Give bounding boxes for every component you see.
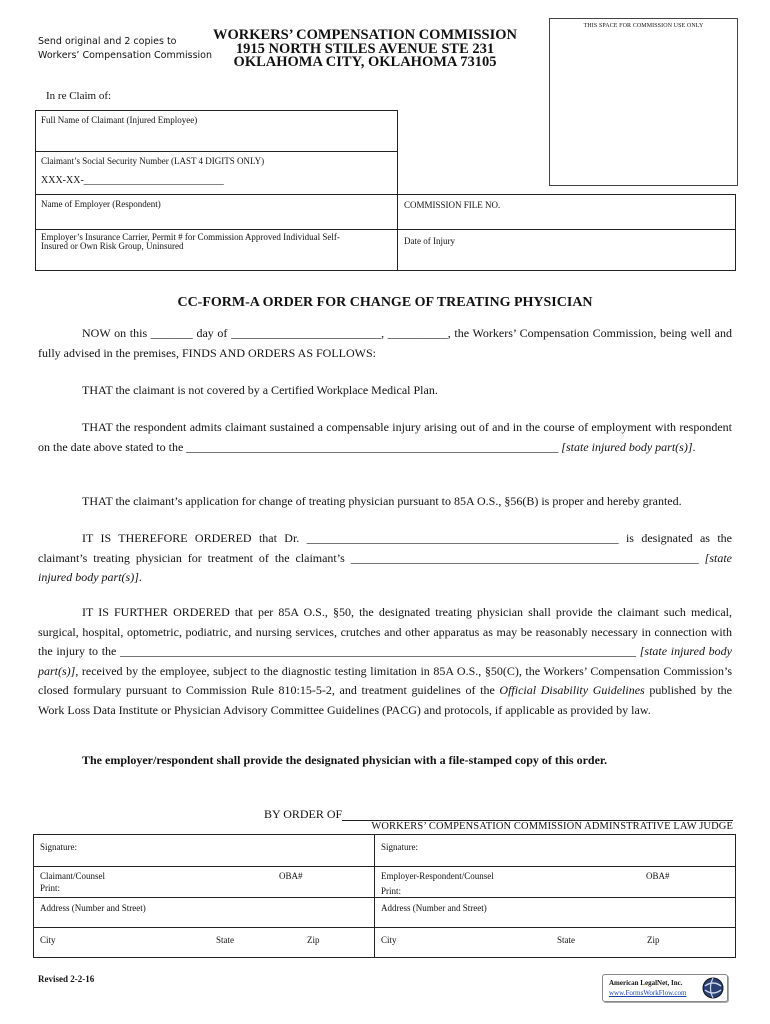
publisher-name: American LegalNet, Inc.: [609, 979, 683, 987]
carrier-line-1: Employer’s Insurance Carrier, Permit # for Commission Approved Individual Self-: [41, 232, 340, 242]
signature-table-divider: [374, 834, 375, 958]
p6-text: IT IS FURTHER ORDERED that per 85A O.S., §50, the designated treating physician shall provide the claimant such medical, surgical, hospital, optometric, podiatric, and nursing services, crutches and other apparatus as may be reasonably necessary in connection with the injury to the ______________________________________________________________________________________: [38, 605, 732, 658]
row-divider-2: [33, 897, 736, 898]
commission-file-no-field[interactable]: [397, 194, 736, 230]
file-stamped-notice: The employer/respondent shall provide the designated physician with a file-stamped copy of this order.: [82, 753, 608, 767]
claimant-oba-field[interactable]: OBA#: [279, 871, 303, 881]
claimant-address-field[interactable]: Address (Number and Street): [40, 903, 146, 913]
claimant-state-field[interactable]: State: [216, 935, 234, 945]
send-line-1: Send original and 2 copies to: [38, 36, 177, 47]
paragraph-compensable-injury: [38, 418, 732, 457]
p6-text-2: , received by the employee, subject to the diagnostic testing limitation in 85A O.S., §50(C), the Workers’ Compensation Commission’s closed formulary pursuant to Commission Rule 810:15-5-2, and treatment guidelines of the: [38, 663, 732, 697]
employer-signature-field[interactable]: Signature:: [381, 842, 418, 852]
employer-field[interactable]: [35, 194, 398, 230]
paragraph-therefore-ordered: [38, 529, 732, 588]
p6-guidelines-title: Official Disability Guidelines: [499, 683, 645, 697]
employer-state-field[interactable]: State: [557, 935, 575, 945]
paragraph-now-on-this: NOW on this _______ day of _________________________, __________, the Workers’ Compensation Commission, being well and fully advised in the premises, FINDS AND ORDERS AS FOLLOWS:: [38, 326, 732, 360]
agency-city: OKLAHOMA CITY, OKLAHOMA 73105: [233, 54, 497, 70]
commission-use-box: [549, 18, 738, 186]
p3-body-part-hint: [state injured body part(s)]: [561, 439, 693, 454]
employer-city-field[interactable]: City: [381, 935, 397, 945]
paragraph-not-covered: THAT the claimant is not covered by a Certified Workplace Medical Plan.: [82, 383, 438, 397]
agency-address: [210, 29, 520, 70]
agency-street: 1915 NORTH STILES AVENUE STE 231: [235, 40, 495, 57]
carrier-line-2: Insured or Own Risk Group, Uninsured: [41, 241, 184, 251]
commission-file-no-label: COMMISSION FILE NO.: [404, 200, 501, 210]
publisher-website-link[interactable]: www.FormsWorkFlow.com: [609, 989, 687, 997]
employer-zip-field[interactable]: Zip: [647, 935, 660, 945]
employer-oba-field[interactable]: OBA#: [646, 871, 670, 881]
in-re-label: In re Claim of:: [46, 90, 112, 102]
employer-address-field[interactable]: Address (Number and Street): [381, 903, 487, 913]
claimant-counsel-label: Claimant/Counsel: [40, 871, 105, 881]
insurance-carrier-label: [41, 233, 340, 251]
globe-icon: [701, 976, 725, 1000]
p3-end: .: [692, 439, 696, 454]
judge-title: WORKERS’ COMPENSATION COMMISSION ADMINSTRATIVE LAW JUDGE: [371, 821, 733, 832]
form-title: CC-FORM-A ORDER FOR CHANGE OF TREATING PHYSICIAN: [177, 295, 593, 310]
send-instructions: [38, 35, 212, 63]
ssn-field[interactable]: [35, 151, 398, 195]
date-of-injury-field[interactable]: [397, 229, 736, 271]
claimant-city-field[interactable]: City: [40, 935, 56, 945]
publisher-badge[interactable]: [602, 974, 728, 1002]
p6-body-part-hint: [state injured body part(s)]: [38, 644, 732, 678]
claimant-zip-field[interactable]: Zip: [307, 935, 320, 945]
row-divider-3: [33, 927, 736, 928]
p5-text: IT IS THEREFORE ORDERED that Dr. ____________________________________________________ is designated as the claimant’s treating physician for treatment of the claimant’s __________________________________________________________: [38, 531, 732, 565]
revision-date: Revised 2-2-16: [38, 974, 95, 984]
claimant-name-label: Full Name of Claimant (Injured Employee): [41, 115, 198, 125]
ssn-label: Claimant’s Social Security Number (LAST 4 DIGITS ONLY): [41, 156, 265, 166]
insurance-carrier-field[interactable]: [35, 229, 398, 271]
row-divider-1: [33, 866, 736, 867]
commission-use-label: THIS SPACE FOR COMMISSION USE ONLY: [583, 23, 704, 29]
p6-text-3: published by the Work Loss Data Institute or Physician Advisory Committee Guidelines (PACG) and protocols, if applicable as provided by law.: [38, 683, 733, 717]
paragraph-application-granted: THAT the claimant’s application for change of treating physician pursuant to 85A O.S., §56(B) is proper and hereby granted.: [82, 494, 682, 508]
p5-body-part-hint: [state injured body part(s)]: [38, 550, 732, 584]
p5-end: .: [138, 570, 142, 584]
claimant-name-field[interactable]: [35, 110, 398, 152]
paragraph-further-ordered: [38, 603, 732, 720]
p3-text: THAT the respondent admits claimant sustained a compensable injury arising out of and in the course of employment with respondent on the date above stated to the ______________________________________________________________: [38, 420, 732, 454]
employer-counsel-label: Employer-Respondent/Counsel: [381, 871, 494, 881]
claimant-print-field[interactable]: Print:: [40, 883, 61, 893]
by-order-label: BY ORDER OF: [264, 807, 343, 821]
agency-name: WORKERS’ COMPENSATION COMMISSION: [213, 27, 517, 43]
employer-print-field[interactable]: Print:: [381, 886, 402, 896]
ssn-value: XXX-XX-____________________________: [41, 175, 224, 186]
claimant-signature-field[interactable]: Signature:: [40, 842, 77, 852]
date-of-injury-label: Date of Injury: [404, 236, 455, 246]
send-line-2: Workers’ Compensation Commission: [38, 50, 213, 61]
employer-label: Name of Employer (Respondent): [41, 199, 161, 209]
